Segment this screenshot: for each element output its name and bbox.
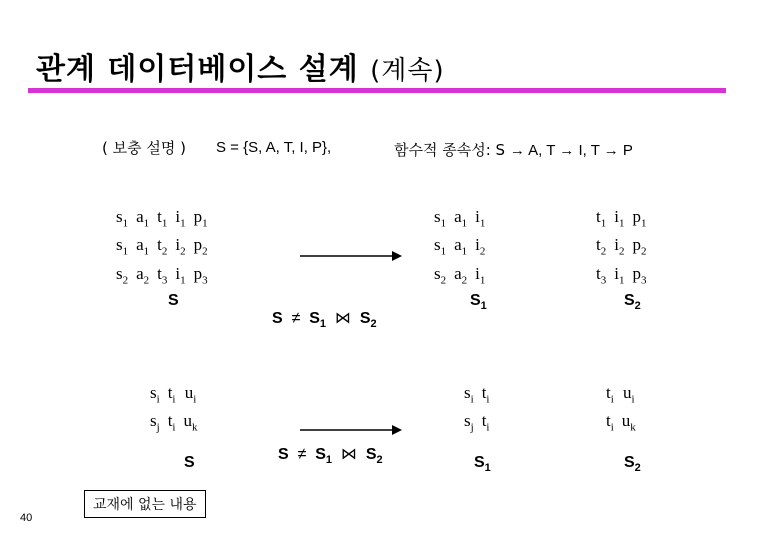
relation-s2-label: $S_2$ — [624, 292, 641, 313]
table-cell: $p_1$ — [632, 207, 647, 230]
table-cell: $t_i$ — [481, 383, 490, 406]
table-cell: $t_i$ — [606, 411, 614, 434]
table-cell: $i_1$ — [475, 207, 486, 230]
fd-arrow-3: → — [603, 142, 619, 159]
table-cell: $a_1$ — [136, 207, 150, 230]
not-in-textbook-box: 교재에 없는 내용 — [84, 490, 206, 518]
table-cell: $p_2$ — [632, 235, 647, 258]
table-cell: $i_2$ — [614, 235, 625, 258]
table-cell: $s_i$ — [150, 383, 160, 406]
join-inequality-2: $S \ne S_1$ ⋈ $S_2$ — [278, 446, 383, 467]
fd-arrow-2: → — [559, 142, 575, 159]
relation-s2-label-2: $S_2$ — [624, 454, 641, 475]
table-cell: $t_i$ — [167, 411, 176, 434]
table-cell: $a_1$ — [454, 235, 468, 258]
fd-part-2: I, T — [574, 142, 604, 159]
table-cell: $u_i$ — [184, 383, 197, 406]
page-number: 40 — [20, 512, 33, 524]
table-cell: $t_i$ — [167, 383, 176, 406]
table-cell: $a_1$ — [454, 207, 468, 230]
table-cell: $i_2$ — [175, 235, 186, 258]
fd-part-1: A, T — [524, 142, 560, 159]
table-cell: $s_2$ — [434, 263, 447, 287]
relation-s1-label-2: $S_1$ — [474, 454, 491, 475]
table-cell: $u_i$ — [623, 383, 635, 406]
table-cell: $t_i$ — [481, 411, 490, 434]
table-cell: $i_1$ — [175, 263, 186, 287]
table-cell: $a_1$ — [136, 235, 150, 258]
table-cell: $t_3$ — [157, 263, 168, 287]
table-cell: $s_j$ — [464, 411, 474, 434]
table-cell: $i_2$ — [475, 235, 486, 258]
table-cell: $u_k$ — [183, 411, 198, 434]
fd-part-3: P — [618, 142, 633, 159]
table-cell: $i_1$ — [475, 263, 486, 287]
fd-arrow-1: → — [509, 142, 525, 159]
table-cell: $s_j$ — [150, 411, 160, 434]
join-inequality-1: $S \ne S_1$ ⋈ $S_2$ — [272, 310, 377, 331]
table-cell: $t_2$ — [157, 235, 168, 258]
table-cell: $s_1$ — [434, 235, 447, 258]
table-cell: $a_2$ — [136, 263, 150, 287]
table-cell: $t_i$ — [606, 383, 614, 406]
table-cell: $t_1$ — [596, 207, 607, 230]
relation-s1-label: $S_1$ — [470, 292, 487, 313]
table-cell: $s_2$ — [116, 263, 129, 287]
fd-label: 함수적 종속성: S — [394, 141, 510, 159]
table-cell: $i_1$ — [614, 207, 625, 230]
table-cell: $s_1$ — [116, 207, 129, 230]
table-cell: $t_1$ — [157, 207, 168, 230]
relation-s-label: S — [168, 292, 179, 309]
schema-text: S = {S, A, T, I, P}, — [216, 139, 332, 156]
table-cell: $s_1$ — [116, 235, 129, 258]
table-cell: $s_1$ — [434, 207, 447, 230]
title-sub: (계속) — [370, 56, 445, 86]
table-cell: $i_1$ — [175, 207, 186, 230]
table-cell: $i_1$ — [614, 263, 625, 287]
table-cell: $p_2$ — [193, 235, 208, 258]
table-cell: $p_1$ — [193, 207, 208, 230]
note-prefix: ( 보충 설명 ) — [102, 139, 186, 157]
table-cell: $p_3$ — [193, 263, 208, 287]
decomposition-arrow-1 — [300, 251, 402, 261]
decomposition-arrow-2 — [300, 425, 402, 435]
title-main: 관계 데이터베이스 설계 — [36, 52, 359, 87]
table-cell: $t_3$ — [596, 263, 607, 287]
table-cell: $u_k$ — [621, 411, 636, 434]
table-cell: $a_2$ — [454, 263, 468, 287]
table-cell: $p_3$ — [632, 263, 647, 287]
table-cell: $t_2$ — [596, 235, 607, 258]
table-cell: $s_i$ — [464, 383, 474, 406]
relation-s-label-2: S — [184, 454, 195, 471]
